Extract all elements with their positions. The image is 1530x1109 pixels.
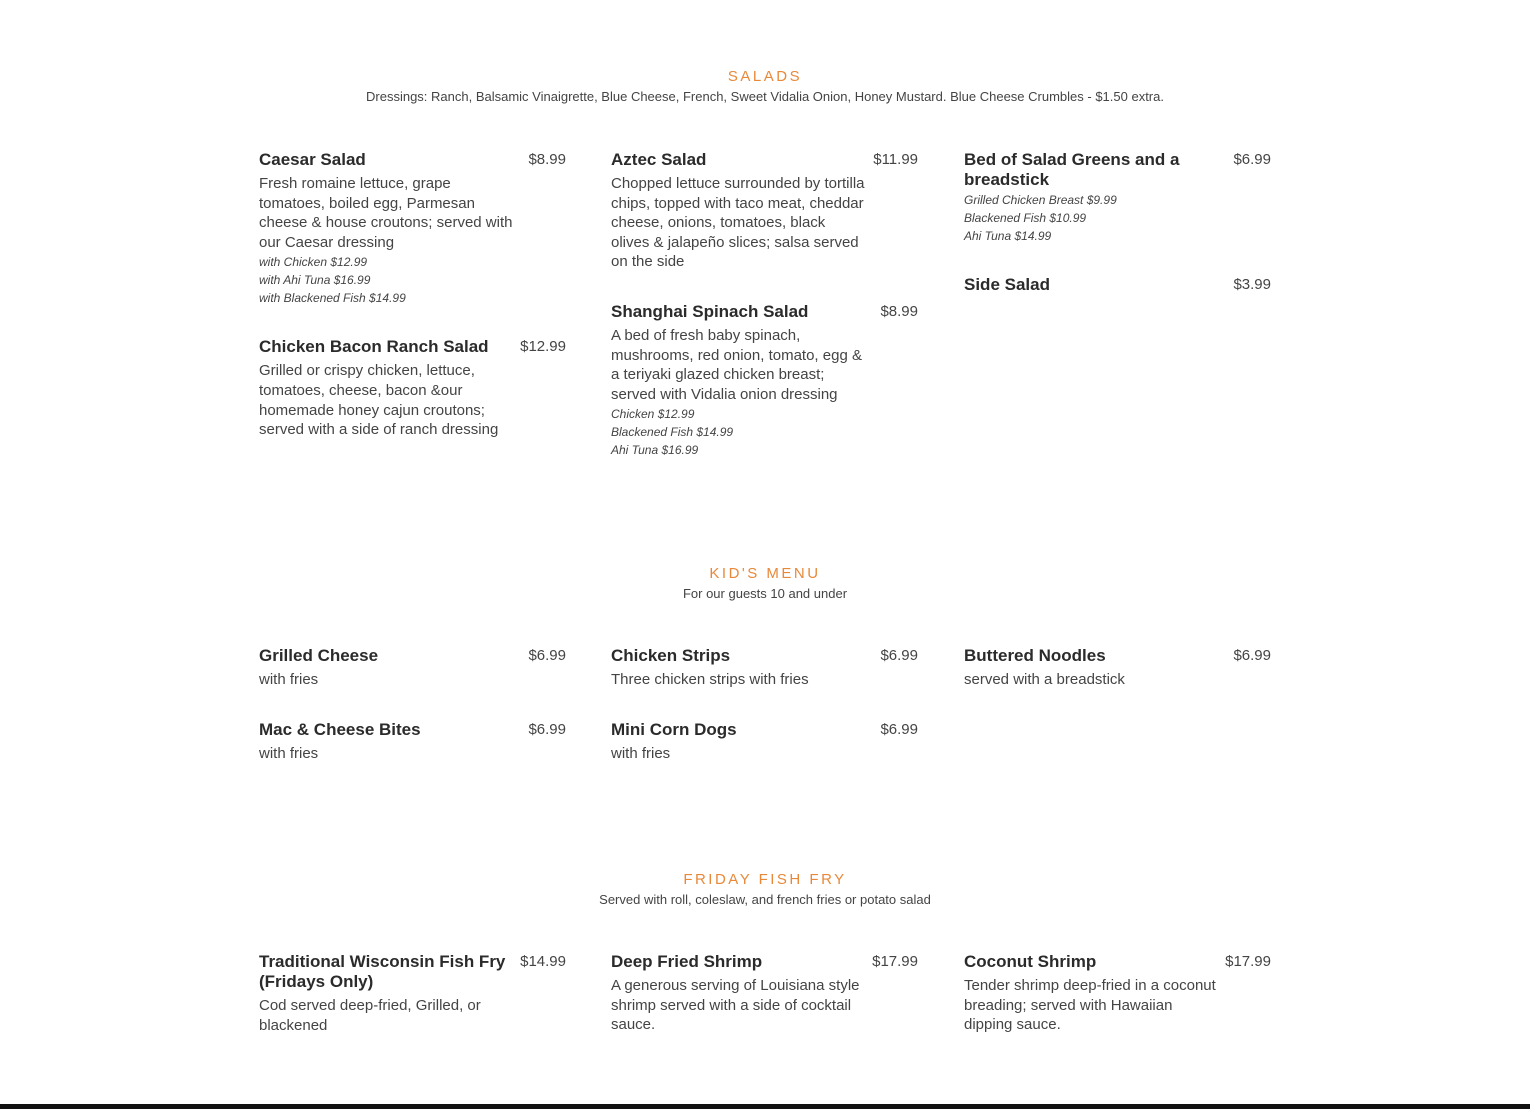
menu-item-header xyxy=(259,646,566,666)
item-name: Shanghai Spinach Salad xyxy=(611,301,809,321)
menu-item xyxy=(611,150,918,272)
menu-item-header xyxy=(611,150,918,170)
menu-item-header xyxy=(259,337,566,357)
menu-column xyxy=(259,952,566,1065)
item-price: $3.99 xyxy=(1233,276,1271,293)
item-option: with Blackened Fish $14.99 xyxy=(259,291,406,306)
menu-item-header xyxy=(259,720,566,740)
item-description: Tender shrimp deep-fried in a coconut breading; served with Hawaiian dipping sauce. xyxy=(964,977,1216,1034)
item-option: with Chicken $12.99 xyxy=(259,255,368,270)
item-description: Chopped lettuce surrounded by tortilla chips, topped with taco meat, cheddar cheese, onions, tomatoes, black olives & jalapeño slices; salsa served on the side xyxy=(611,175,865,271)
item-option: Ahi Tuna $16.99 xyxy=(611,443,699,458)
item-price: $12.99 xyxy=(520,338,566,356)
item-description: with fries xyxy=(259,744,319,762)
item-name: Aztec Salad xyxy=(611,150,707,169)
fish-section xyxy=(0,871,1530,908)
item-name: Side Salad xyxy=(964,275,1050,294)
item-price: $11.99 xyxy=(873,151,918,168)
menu-item-header xyxy=(611,646,918,666)
menu-item xyxy=(259,720,566,764)
menu-item xyxy=(259,150,566,307)
item-name: Mac & Cheese Bites xyxy=(259,719,421,739)
menu-item xyxy=(259,646,566,690)
section-subtitle: Dressings: Ranch, Balsamic Vinaigrette, Blue Cheese, French, Sweet Vidalia Onion, Honey Mustard. Blue Cheese Crumbles - $1.50 extra. xyxy=(366,89,1164,104)
salads-section xyxy=(0,68,1530,105)
item-name: Traditional Wisconsin Fish Fry (Fridays Only) xyxy=(259,952,506,991)
item-price: $6.99 xyxy=(1233,647,1271,664)
menu-column xyxy=(964,952,1271,1065)
section-subtitle: Served with roll, coleslaw, and french fries or potato salad xyxy=(599,892,931,907)
item-name: Mini Corn Dogs xyxy=(611,719,737,739)
menu-item xyxy=(964,646,1271,690)
section-title: FRIDAY FISH FRY xyxy=(683,871,847,888)
item-price: $17.99 xyxy=(872,953,918,970)
item-price: $6.99 xyxy=(528,647,566,664)
menu-column xyxy=(611,646,918,793)
menu-item-header xyxy=(611,952,918,972)
menu-column xyxy=(259,150,566,470)
menu-item xyxy=(611,646,918,690)
item-description: A bed of fresh baby spinach, mushrooms, red onion, tomato, egg & a teriyaki glazed chicken breast; served with Vidalia onion dressing xyxy=(611,326,862,403)
menu-column xyxy=(611,150,918,489)
menu-item xyxy=(964,952,1271,1035)
item-price: $6.99 xyxy=(880,720,918,738)
item-price: $6.99 xyxy=(528,720,566,738)
item-description: Three chicken strips with fries xyxy=(611,671,809,688)
item-price: $8.99 xyxy=(528,151,566,168)
menu-item xyxy=(611,720,918,764)
menu-item xyxy=(259,952,566,1035)
menu-item-header xyxy=(611,302,918,322)
kids-section xyxy=(0,565,1530,602)
item-name: Buttered Noodles xyxy=(964,646,1106,665)
item-options xyxy=(611,405,918,459)
menu-column xyxy=(259,646,566,793)
item-name: Coconut Shrimp xyxy=(964,952,1097,971)
menu-item-header xyxy=(259,952,566,992)
footer-divider xyxy=(0,1104,1530,1109)
menu-item-header xyxy=(259,150,566,170)
menu-item-header xyxy=(611,720,918,740)
item-description: Fresh romaine lettuce, grape tomatoes, boiled egg, Parmesan cheese & house croutons; served with our Caesar dressing xyxy=(259,175,513,251)
menu-column xyxy=(964,646,1271,720)
item-name: Caesar Salad xyxy=(259,150,366,169)
menu-item-header xyxy=(964,646,1271,666)
item-description: Cod served deep-fried, Grilled, or blackened xyxy=(259,997,481,1034)
item-options xyxy=(259,253,566,307)
menu-item-header xyxy=(964,150,1271,190)
item-description: with fries xyxy=(259,671,319,688)
item-price: $14.99 xyxy=(520,953,566,970)
item-name: Deep Fried Shrimp xyxy=(611,952,763,971)
item-price: $17.99 xyxy=(1225,953,1271,970)
section-subtitle: For our guests 10 and under xyxy=(682,586,848,601)
item-name: Bed of Salad Greens and a breadstick xyxy=(964,150,1180,189)
item-options xyxy=(964,191,1271,245)
item-name: Grilled Cheese xyxy=(259,646,379,665)
item-option: Grilled Chicken Breast $9.99 xyxy=(964,193,1117,207)
section-title: KID'S MENU xyxy=(709,565,821,582)
menu-item xyxy=(964,275,1271,295)
item-name: Chicken Bacon Ranch Salad xyxy=(259,337,489,357)
item-option: Blackened Fish $10.99 xyxy=(964,211,1087,225)
menu-column xyxy=(964,150,1271,325)
item-option: with Ahi Tuna $16.99 xyxy=(259,273,371,288)
item-description: served with a breadstick xyxy=(964,671,1125,688)
item-option: Ahi Tuna $14.99 xyxy=(964,229,1052,243)
item-description: Grilled or crispy chicken, lettuce, tomatoes, cheese, bacon &our homemade honey cajun croutons; served with a side of ranch dressing xyxy=(259,362,499,439)
menu-item-header xyxy=(964,952,1271,972)
item-description: A generous serving of Louisiana style shrimp served with a side of cocktail sauce. xyxy=(611,977,860,1034)
item-option: Chicken $12.99 xyxy=(611,407,695,422)
menu-item xyxy=(964,150,1271,245)
menu-item-header xyxy=(964,275,1271,295)
menu-item xyxy=(611,302,918,459)
item-price: $8.99 xyxy=(880,302,918,320)
item-description: with fries xyxy=(611,744,671,762)
section-title: SALADS xyxy=(727,68,803,85)
item-name: Chicken Strips xyxy=(611,646,731,665)
item-option: Blackened Fish $14.99 xyxy=(611,425,734,440)
item-price: $6.99 xyxy=(880,647,918,664)
menu-item xyxy=(259,337,566,439)
menu-item xyxy=(611,952,918,1035)
menu-column xyxy=(611,952,918,1065)
item-price: $6.99 xyxy=(1233,151,1271,168)
